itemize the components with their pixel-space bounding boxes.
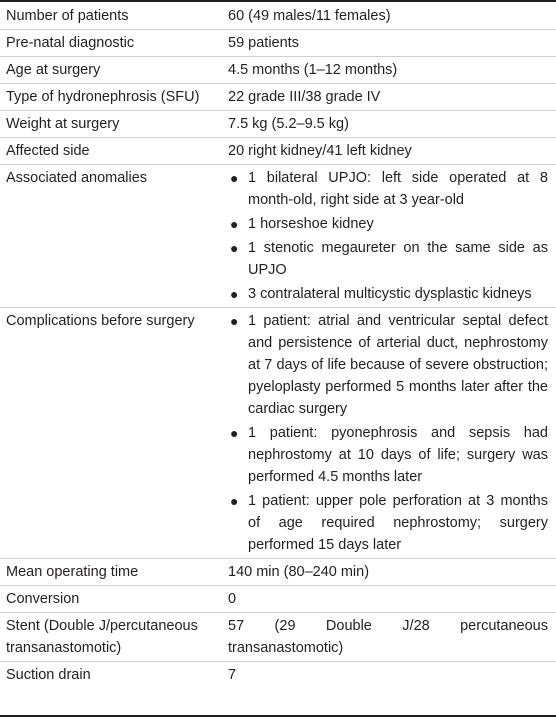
row-label: Weight at surgery: [6, 116, 120, 132]
row-label: Pre-natal diagnostic: [6, 35, 135, 51]
row-value: 7: [228, 667, 237, 683]
row-value: 22 grade III/38 grade IV: [228, 89, 381, 105]
table-bottom-rule: [0, 715, 556, 717]
list-item: [228, 167, 548, 211]
table-row: [0, 30, 556, 57]
table-row: [0, 586, 556, 613]
bullet-list: [228, 310, 548, 556]
table-body: [0, 3, 556, 688]
row-value: 20 right kidney/41 left kidney: [228, 143, 412, 159]
row-value: 4.5 months (1–12 months): [228, 62, 398, 78]
bullet-icon: ●: [230, 313, 239, 329]
list-item-text: 1 patient: atrial and ventricular septal defect and persistence of arterial duct, nephrostomy at 7 days of life because of severe obstruction; pyeloplasty performed 5 months later after the cardiac surgery: [248, 313, 548, 417]
row-label: Number of patients: [6, 8, 129, 24]
list-item: [228, 422, 548, 488]
table-row: [0, 613, 556, 662]
list-item-text: 1 stenotic megaureter on the same side as UPJO: [248, 240, 548, 278]
table-row: [0, 308, 556, 559]
row-label: Affected side: [6, 143, 90, 159]
row-value: [228, 310, 556, 556]
row-label: Age at surgery: [6, 62, 101, 78]
row-value: 59 patients: [228, 35, 299, 51]
row-value: 60 (49 males/11 females): [228, 8, 391, 24]
list-item-text: 1 patient: upper pole perforation at 3 months of age required nephrostomy; surgery performed 15 days later: [248, 493, 548, 553]
list-item: [228, 490, 548, 556]
list-item: [228, 310, 548, 420]
row-value: 7.5 kg (5.2–9.5 kg): [228, 116, 349, 132]
table-row: [0, 559, 556, 586]
bullet-icon: ●: [230, 240, 239, 256]
bullet-icon: ●: [230, 170, 239, 186]
row-label: Type of hydronephrosis (SFU): [6, 89, 200, 105]
list-item: [228, 283, 548, 305]
list-item-text: 1 bilateral UPJO: left side operated at 8 month-old, right side at 3 year-old: [248, 170, 548, 208]
table-top-rule: [0, 0, 556, 2]
bullet-list: [228, 167, 548, 305]
list-item-text: 1 horseshoe kidney: [248, 216, 374, 232]
list-item-text: 1 patient: pyonephrosis and sepsis had nephrostomy at 10 days of life; surgery was performed 4.5 months later: [248, 425, 548, 485]
row-label: Stent (Double J/percutaneous transanastomotic): [6, 618, 198, 656]
list-item-text: 3 contralateral multicystic dysplastic kidneys: [248, 286, 532, 302]
row-label: Associated anomalies: [6, 170, 148, 186]
row-label: Conversion: [6, 591, 80, 607]
list-item: [228, 213, 548, 235]
row-value: 140 min (80–240 min): [228, 564, 370, 580]
row-value: [228, 167, 556, 305]
row-label: Complications before surgery: [6, 313, 195, 329]
list-item: [228, 237, 548, 281]
bullet-icon: ●: [230, 493, 239, 509]
row-label: Suction drain: [6, 667, 91, 683]
row-label: Mean operating time: [6, 564, 139, 580]
row-value: 0: [228, 591, 237, 607]
row-value: 57 (29 Double J/28 percutaneous transanastomotic): [228, 618, 548, 656]
table-row: [0, 3, 556, 30]
bullet-icon: ●: [230, 425, 239, 441]
table-row: [0, 138, 556, 165]
bullet-icon: ●: [230, 286, 239, 302]
table-row: [0, 165, 556, 308]
table-row: [0, 111, 556, 138]
table-row: [0, 662, 556, 688]
bullet-icon: ●: [230, 216, 239, 232]
table-row: [0, 84, 556, 111]
table-row: [0, 57, 556, 84]
